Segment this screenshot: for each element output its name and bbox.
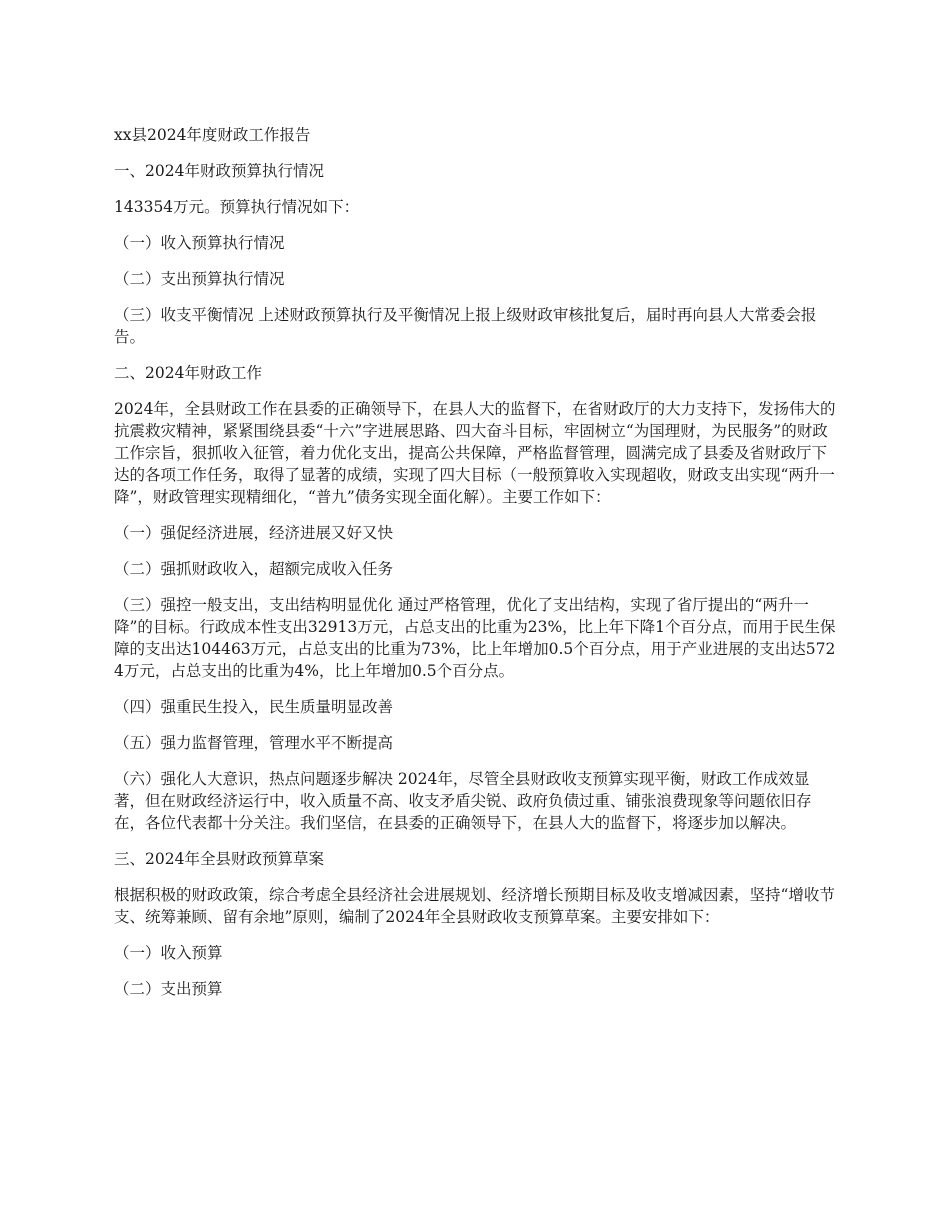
subsection-heading: （一）收入预算 [114, 944, 223, 962]
section-heading-2: 二、2024年财政工作 [114, 364, 262, 382]
document-title: xx县2024年度财政工作报告 [114, 126, 311, 144]
document-page [114, 124, 838, 1014]
subsection-heading: （五）强力监督管理，管理水平不断提高 [114, 734, 394, 752]
section-heading-3: 三、2024年全县财政预算草案 [114, 850, 324, 868]
subsection-heading: （四）强重民生投入，民生质量明显改善 [114, 698, 394, 716]
subsection-heading: （二）支出预算 [114, 980, 223, 998]
subsection-heading: （二）强抓财政收入，超额完成收入任务 [114, 560, 394, 578]
subsection-heading: （一）收入预算执行情况 [114, 234, 285, 252]
paragraph: 根据积极的财政政策，综合考虑全县经济社会进展规划、经济增长预期目标及收支增减因素，坚持“增收节支、统筹兼顾、留有余地”原则，编制了2024年全县财政收支预算草案。主要安排如下： [114, 886, 835, 926]
paragraph: （六）强化人大意识，热点问题逐步解决 2024年，尽管全县财政收支预算实现平衡，财政工作成效显著，但在财政经济运行中，收入质量不高、收支矛盾尖锐、政府负债过重、铺张浪费现象等问题依旧存在，各位代表都十分关注。我们坚信，在县委的正确领导下，在县人大的监督下，将逐步加以解决。 [114, 770, 812, 832]
section-heading-1: 一、2024年财政预算执行情况 [114, 162, 324, 180]
paragraph: 143354万元。预算执行情况如下： [114, 198, 360, 216]
subsection-heading: （二）支出预算执行情况 [114, 270, 285, 288]
subsection-heading: （一）强促经济进展，经济进展又好又快 [114, 524, 394, 542]
paragraph: （三）强控一般支出，支出结构明显优化 通过严格管理，优化了支出结构，实现了省厅提出的“两升一降”的目标。行政成本性支出32913万元，占总支出的比重为23%，比上年下降1个百分点，而用于民生保障的支出达104463万元，占总支出的比重为73%，比上年增加0.5个百分点，用于产业进展的支出达5724万元，占总支出的比重为4%，比上年增加0.5个百分点。 [114, 596, 836, 680]
paragraph: 2024年，全县财政工作在县委的正确领导下，在县人大的监督下，在省财政厅的大力支持下，发扬伟大的抗震救灾精神，紧紧围绕县委“十六”字进展思路、四大奋斗目标，牢固树立“为国理财，为民服务”的财政工作宗旨，狠抓收入征管，着力优化支出，提高公共保障，严格监督管理，圆满完成了县委及省财政厅下达的各项工作任务，取得了显著的成绩，实现了四大目标（一般预算收入实现超收，财政支出实现“两升一降”，财政管理实现精细化，“普九”债务实现全面化解）。主要工作如下： [114, 400, 836, 506]
paragraph: （三）收支平衡情况 上述财政预算执行及平衡情况上报上级财政审核批复后，届时再向县人大常委会报告。 [114, 306, 817, 346]
